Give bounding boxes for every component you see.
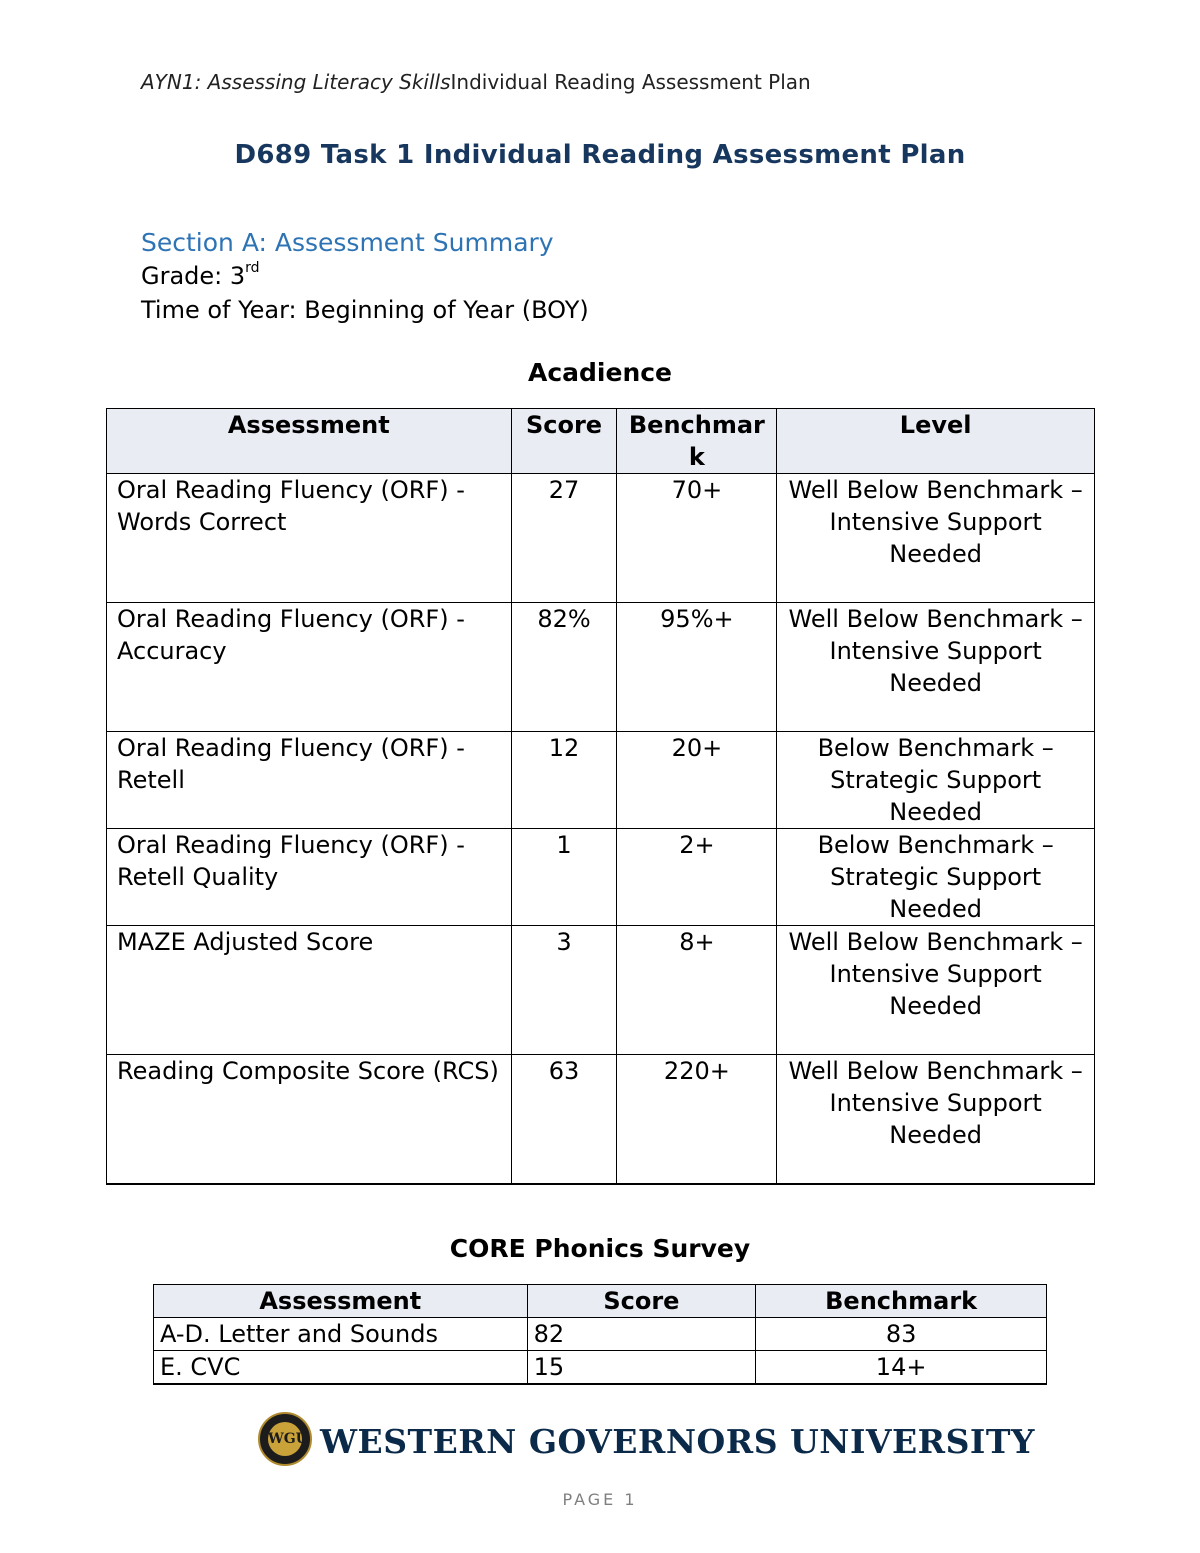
table-row [154,1318,1047,1351]
cell-benchmark: 70+ [617,474,777,603]
university-wordmark: WESTERN GOVERNORS UNIVERSITY [320,1422,1035,1461]
header-assessment: Assessment [107,409,512,474]
header-doc-name: Individual Reading Assessment Plan [450,70,811,94]
cell-assessment: Reading Composite Score (RCS) [107,1055,512,1185]
cell-assessment: Oral Reading Fluency (ORF) - Retell Quality [107,829,512,926]
university-seal-icon [258,1412,312,1466]
cell-level: Well Below Benchmark – Intensive Support Needed [777,603,1095,732]
table-row [107,829,1095,926]
running-header [141,70,811,94]
cell-benchmark: 95%+ [617,603,777,732]
header-score: Score [511,409,617,474]
grade-line [141,262,260,290]
header-score: Score [527,1285,756,1318]
cell-level: Below Benchmark – Strategic Support Needed [777,829,1095,926]
table-row [107,926,1095,1055]
cell-score: 63 [511,1055,617,1185]
header-benchmark: Benchmark [617,409,777,474]
cell-benchmark: 220+ [617,1055,777,1185]
time-of-year-line: Time of Year: Beginning of Year (BOY) [141,296,589,324]
core-phonics-caption: CORE Phonics Survey [449,1234,751,1263]
table-row [154,1351,1047,1385]
cell-level: Well Below Benchmark – Intensive Support Needed [777,474,1095,603]
cell-assessment: Oral Reading Fluency (ORF) - Words Correct [107,474,512,603]
cell-score: 15 [527,1351,756,1385]
cell-benchmark: 14+ [756,1351,1047,1385]
grade-label: Grade: 3 [141,262,246,290]
cell-assessment: MAZE Adjusted Score [107,926,512,1055]
acadience-caption: Acadience [527,358,673,387]
cell-score: 12 [511,732,617,829]
cell-level: Well Below Benchmark – Intensive Support Needed [777,1055,1095,1185]
cell-benchmark: 20+ [617,732,777,829]
seal-monogram: WGU [268,1422,302,1456]
table-header-row [107,409,1095,474]
header-level: Level [777,409,1095,474]
cell-benchmark: 8+ [617,926,777,1055]
cell-score: 3 [511,926,617,1055]
cell-level: Well Below Benchmark – Intensive Support Needed [777,926,1095,1055]
page-number: PAGE 1 [562,1490,638,1509]
table-row [107,603,1095,732]
cell-score: 82% [511,603,617,732]
cell-level: Below Benchmark – Strategic Support Needed [777,732,1095,829]
cell-assessment: E. CVC [154,1351,528,1385]
cell-benchmark: 83 [756,1318,1047,1351]
cell-score: 82 [527,1318,756,1351]
table-row [107,474,1095,603]
section-a-heading: Section A: Assessment Summary [141,228,554,257]
core-phonics-table [153,1284,1047,1385]
cell-benchmark: 2+ [617,829,777,926]
table-header-row [154,1285,1047,1318]
table-row [107,732,1095,829]
header-assessment: Assessment [154,1285,528,1318]
cell-score: 1 [511,829,617,926]
header-course: AYN1: Assessing Literacy Skills [141,70,451,94]
document-title: D689 Task 1 Individual Reading Assessment Plan [234,140,966,170]
cell-assessment: A-D. Letter and Sounds [154,1318,528,1351]
cell-assessment: Oral Reading Fluency (ORF) - Accuracy [107,603,512,732]
table-row [107,1055,1095,1185]
wgu-logo [258,1412,1035,1470]
cell-assessment: Oral Reading Fluency (ORF) - Retell [107,732,512,829]
acadience-table [106,408,1095,1185]
cell-score: 27 [511,474,617,603]
grade-suffix: rd [245,260,260,276]
header-benchmark: Benchmark [756,1285,1047,1318]
